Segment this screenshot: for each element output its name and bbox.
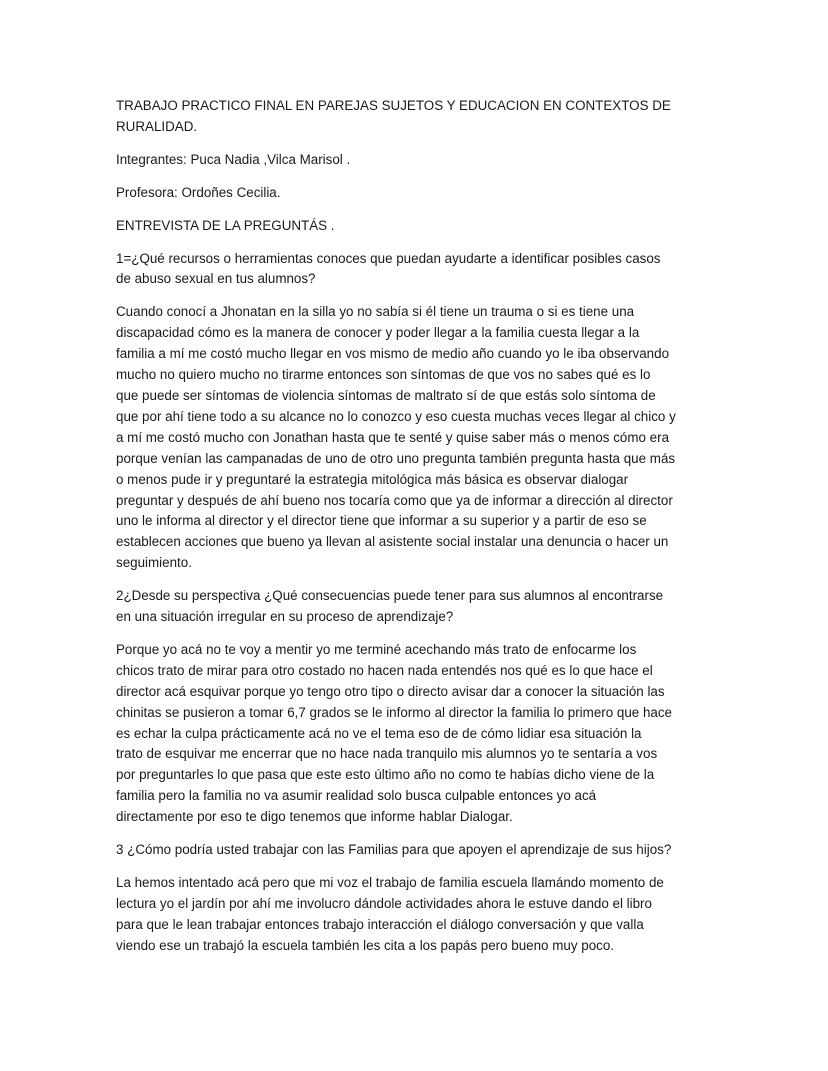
answer-3: La hemos intentado acá pero que mi voz el trabajo de familia escuela llamándo momento de lectura yo el jardín por ahí me involucro dándole actividades ahora le estuve dando el libro para que le lean trabajar entonces trabajo interacción el diálogo conversación y que valla viendo ese un trabajó la escuela también les cita a los papás pero bueno muy poco. — [116, 875, 664, 953]
members-line: Integrantes: Puca Nadia ,Vilca Marisol . — [116, 151, 351, 167]
section-heading: ENTREVISTA DE LA PREGUNTÁS . — [116, 217, 335, 233]
answer-1: Cuando conocí a Jhonatan en la silla yo no sabía si él tiene un trauma o si es tiene una discapacidad cómo es la manera de conocer y poder llegar a la familia cuesta llegar a la familia a mí me costó mucho llegar en vos mismo de medio año cuando yo le iba observando mucho no quiero mucho no tirarme entonces son síntomas de que vos no sabes qué es lo que puede ser síntomas de violencia síntomas de maltrato sí de que estás solo síntoma de que por ahí tiene todo a su alcance no lo conozco y eso cuesta muchas veces llegar al chico y a mí me costó mucho con Jonathan hasta que te senté y quise saber más o menos cómo era porque venían las campanadas de uno de otro uno pregunta también pregunta hasta que más o menos pude ir y preguntaré la estrategia mitológica más básica es observar dialogar preguntar y después de ahí bueno nos tocaría como que ya de informar a dirección al director uno le informa al director y el director tiene que informar a su superior y a partir de eso se establecen acciones que bueno ya llevan al asistente social instalar una denuncia o hacer un seguimiento. — [116, 304, 676, 571]
document-body — [116, 96, 716, 969]
question-3: 3 ¿Cómo podría usted trabajar con las Familias para que apoyen el aprendizaje de sus hijos? — [116, 842, 672, 858]
document-title: TRABAJO PRACTICO FINAL EN PAREJAS SUJETOS Y EDUCACION EN CONTEXTOS DE RURALIDAD. — [116, 98, 671, 134]
question-1: 1=¿Qué recursos o herramientas conoces que puedan ayudarte a identificar posibles casos de abuso sexual en tus alumnos? — [116, 250, 661, 287]
teacher-line: Profesora: Ordoñes Cecilia. — [116, 184, 281, 200]
question-2: 2¿Desde su perspectiva ¿Qué consecuencias puede tener para sus alumnos al encontrarse en una situación irregular en su proceso de aprendizaje? — [116, 588, 664, 625]
answer-2: Porque yo acá no te voy a mentir yo me terminé acechando más trato de enfocarme los chicos trato de mirar para otro costado no hacen nada entendés nos qué es lo que hace el director acá esquivar porque yo tengo otro tipo o directo avisar dar a conocer la situación las chinitas se pusieron a tomar 6,7 grados se le informo al director la familia lo primero que hace es echar la culpa prácticamente acá no ve el tema eso de de cómo lidiar esa situación la trato de esquivar me encerrar que no hace nada tranquilo mis alumnos yo te sentaría a vos por preguntarles lo que pasa que este esto último año no como te habías dicho viene de la familia pero la familia no va asumir realidad solo busca culpable entonces yo acá directamente por eso te digo tenemos que informe hablar Dialogar. — [116, 641, 672, 825]
